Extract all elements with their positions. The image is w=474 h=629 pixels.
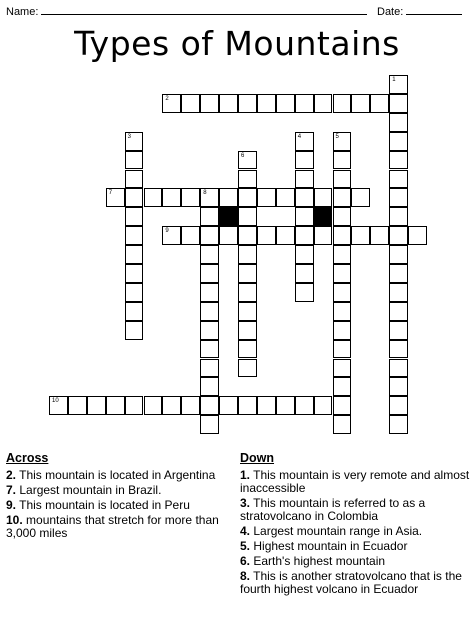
grid-cell[interactable] (389, 283, 408, 302)
grid-cell[interactable] (370, 94, 389, 113)
grid-cell[interactable] (219, 188, 238, 207)
grid-cell[interactable] (49, 396, 68, 415)
grid-cell[interactable] (389, 359, 408, 378)
grid-cell[interactable] (125, 151, 144, 170)
grid-cell[interactable] (238, 302, 257, 321)
clue-number: 7 (108, 190, 113, 197)
clue-across-10: 10. mountains that stretch for more than 3,000 miles (6, 513, 219, 540)
clue-number: 5 (335, 133, 339, 140)
black-square (314, 207, 333, 226)
grid-cell[interactable] (351, 188, 370, 207)
grid-cell[interactable] (389, 170, 408, 189)
grid-cell[interactable] (106, 188, 125, 207)
clue-down-6: 6. Earth's highest mountain (240, 554, 386, 568)
grid-cell[interactable] (333, 377, 352, 396)
grid-cell[interactable] (238, 207, 257, 226)
grid-cell[interactable] (181, 226, 200, 245)
grid-cell[interactable] (219, 94, 238, 113)
grid-cell[interactable] (333, 283, 352, 302)
clue-down-1: 1. This mountain is very remote and almost inaccessible (240, 468, 470, 495)
grid-cell[interactable] (200, 321, 219, 340)
grid-cell[interactable] (295, 283, 314, 302)
grid-cell[interactable] (295, 264, 314, 283)
grid-cell[interactable] (257, 94, 276, 113)
grid-cell[interactable] (125, 207, 144, 226)
grid-cell[interactable] (389, 132, 408, 151)
grid-cell[interactable] (295, 207, 314, 226)
grid-cell[interactable] (333, 340, 352, 359)
clue-number: 9 (165, 228, 169, 235)
grid-cell[interactable] (87, 396, 106, 415)
down-clues (240, 452, 470, 598)
grid-cell[interactable] (200, 396, 219, 415)
grid-cell[interactable] (389, 302, 408, 321)
grid-cell[interactable] (370, 226, 389, 245)
grid-cell[interactable] (162, 94, 181, 113)
grid-cell[interactable] (389, 264, 408, 283)
grid-cell[interactable] (333, 207, 352, 226)
grid-cell[interactable] (333, 321, 352, 340)
clue-across-9: 9. This mountain is located in Peru (6, 498, 190, 512)
grid-cell[interactable] (238, 264, 257, 283)
grid-cell[interactable] (333, 359, 352, 378)
black-square (219, 207, 238, 226)
grid-cell[interactable] (333, 245, 352, 264)
clue-number: 2 (165, 95, 169, 102)
grid-cell[interactable] (68, 396, 87, 415)
grid-cell[interactable] (295, 94, 314, 113)
grid-cell[interactable] (238, 359, 257, 378)
grid-cell[interactable] (276, 396, 295, 415)
grid-cell[interactable] (314, 94, 333, 113)
grid-cell[interactable] (181, 94, 200, 113)
clue-down-5: 5. Highest mountain in Ecuador (240, 539, 408, 553)
grid-cell[interactable] (125, 132, 144, 151)
grid-cell[interactable] (333, 264, 352, 283)
grid-cell[interactable] (389, 377, 408, 396)
grid-cell[interactable] (181, 188, 200, 207)
grid-cell[interactable] (125, 245, 144, 264)
grid-cell[interactable] (238, 321, 257, 340)
date-label: Date: (377, 6, 404, 18)
grid-cell[interactable] (389, 94, 408, 113)
clue-number: 6 (241, 152, 245, 159)
grid-cell[interactable] (200, 207, 219, 226)
grid-cell[interactable] (200, 94, 219, 113)
grid-cell[interactable] (162, 188, 181, 207)
grid-cell[interactable] (295, 188, 314, 207)
grid-cell[interactable] (314, 396, 333, 415)
clue-down-8: 8. This is another stratovolcano that is the fourth highest volcano in Ecuador (240, 569, 462, 596)
grid-cell[interactable] (144, 396, 163, 415)
grid-cell[interactable] (333, 132, 352, 151)
clue-across-2: 2. This mountain is located in Argentina (6, 468, 216, 482)
grid-cell[interactable] (200, 245, 219, 264)
grid-cell[interactable] (351, 94, 370, 113)
grid-cell[interactable] (238, 245, 257, 264)
grid-cell[interactable] (200, 188, 219, 207)
clue-number: 8 (203, 190, 207, 197)
grid-cell[interactable] (276, 226, 295, 245)
grid-cell[interactable] (295, 132, 314, 151)
grid-cell[interactable] (333, 396, 352, 415)
grid-cell[interactable] (389, 75, 408, 94)
grid-cell[interactable] (125, 264, 144, 283)
grid-cell[interactable] (257, 226, 276, 245)
grid-cell[interactable] (333, 226, 352, 245)
grid-cell[interactable] (257, 396, 276, 415)
grid-cell[interactable] (238, 170, 257, 189)
grid-cell[interactable] (238, 151, 257, 170)
grid-cell[interactable] (200, 359, 219, 378)
clue-down-3: 3. This mountain is referred to as a stratovolcano in Colombia (240, 496, 426, 523)
grid-cell[interactable] (162, 226, 181, 245)
name-label: Name: (6, 6, 39, 18)
grid-cell[interactable] (200, 415, 219, 434)
across-clues (6, 452, 226, 542)
grid-cell[interactable] (276, 94, 295, 113)
clue-across-7: 7. Largest mountain in Brazil. (6, 483, 162, 497)
grid-cell[interactable] (219, 396, 238, 415)
grid-cell[interactable] (106, 396, 125, 415)
grid-cell[interactable] (295, 226, 314, 245)
grid-cell[interactable] (238, 226, 257, 245)
grid-cell[interactable] (389, 207, 408, 226)
grid-cell[interactable] (351, 226, 370, 245)
grid-cell[interactable] (314, 188, 333, 207)
across-heading: Across (6, 451, 49, 465)
grid-cell[interactable] (333, 302, 352, 321)
grid-cell[interactable] (333, 415, 352, 434)
grid-cell[interactable] (389, 188, 408, 207)
grid-cell[interactable] (389, 245, 408, 264)
grid-cell[interactable] (295, 170, 314, 189)
grid-cell[interactable] (333, 151, 352, 170)
grid-cell[interactable] (200, 377, 219, 396)
grid-cell[interactable] (257, 188, 276, 207)
grid-cell[interactable] (333, 188, 352, 207)
grid-cell[interactable] (389, 113, 408, 132)
clue-number: 10 (52, 398, 59, 405)
grid-cell[interactable] (389, 340, 408, 359)
grid-cell[interactable] (219, 226, 238, 245)
grid-cell[interactable] (389, 396, 408, 415)
grid-cell[interactable] (125, 283, 144, 302)
grid-cell[interactable] (200, 264, 219, 283)
grid-cell[interactable] (333, 170, 352, 189)
page-title: Types of Mountains (74, 24, 400, 63)
grid-cell[interactable] (181, 396, 200, 415)
grid-cell[interactable] (276, 188, 295, 207)
grid-cell[interactable] (389, 321, 408, 340)
grid-cell[interactable] (389, 415, 408, 434)
grid-cell[interactable] (295, 245, 314, 264)
grid-cell[interactable] (200, 226, 219, 245)
clue-down-4: 4. Largest mountain range in Asia. (240, 524, 423, 538)
clue-number: 1 (392, 77, 396, 83)
grid-cell[interactable] (144, 188, 163, 207)
grid-cell[interactable] (333, 94, 352, 113)
grid-cell[interactable] (238, 283, 257, 302)
grid-cell[interactable] (389, 151, 408, 170)
grid-cell[interactable] (162, 396, 181, 415)
grid-cell[interactable] (238, 94, 257, 113)
grid-cell[interactable] (238, 188, 257, 207)
grid-cell[interactable] (408, 226, 427, 245)
grid-cell[interactable] (125, 188, 144, 207)
grid-cell[interactable] (389, 226, 408, 245)
grid-cell[interactable] (314, 226, 333, 245)
grid-cell[interactable] (125, 302, 144, 321)
grid-cell[interactable] (200, 302, 219, 321)
grid-cell[interactable] (295, 396, 314, 415)
grid-cell[interactable] (125, 226, 144, 245)
grid-cell[interactable] (238, 340, 257, 359)
grid-cell[interactable] (238, 396, 257, 415)
grid-cell[interactable] (200, 283, 219, 302)
clue-number: 4 (297, 133, 302, 140)
down-heading: Down (240, 451, 275, 465)
grid-cell[interactable] (295, 151, 314, 170)
grid-cell[interactable] (125, 396, 144, 415)
grid-cell[interactable] (200, 340, 219, 359)
clue-number: 3 (127, 133, 131, 140)
grid-cell[interactable] (125, 321, 144, 340)
grid-cell[interactable] (125, 170, 144, 189)
